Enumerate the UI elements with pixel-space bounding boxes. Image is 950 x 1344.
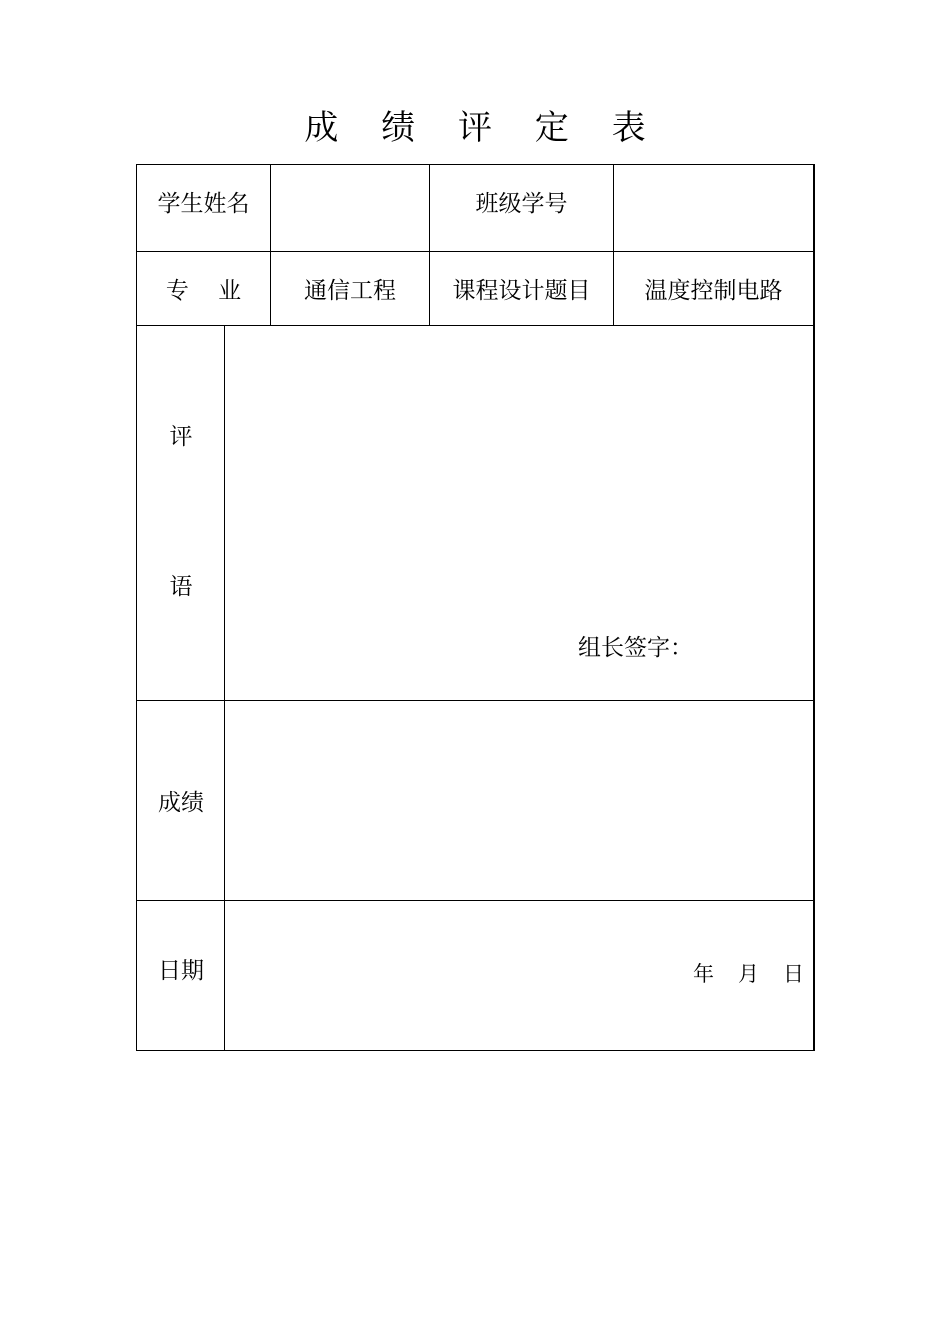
student-name-label: 学生姓名 xyxy=(157,190,250,217)
comments-label-char-2: 语 xyxy=(169,574,193,600)
grade-value[interactable] xyxy=(225,701,813,900)
grade-label: 成绩 xyxy=(158,790,204,816)
major-value: 通信工程 xyxy=(304,278,396,304)
rule-row2-bottom xyxy=(136,325,814,326)
date-label: 日期 xyxy=(158,958,204,984)
date-year: 年 xyxy=(693,962,714,986)
class-number-label: 班级学号 xyxy=(475,190,568,217)
comments-label-char-1: 评 xyxy=(169,424,193,450)
rule-right xyxy=(813,164,815,1051)
student-name-value[interactable] xyxy=(271,165,429,251)
rule-bottom xyxy=(136,1050,815,1051)
major-label: 专 业 xyxy=(165,278,242,304)
leader-signature-label: 组长签字： xyxy=(578,635,693,661)
page-title: 成 绩 评 定 表 xyxy=(304,108,662,148)
course-topic-label: 课程设计题目 xyxy=(452,278,591,304)
rule-grade-bottom xyxy=(136,900,814,901)
course-topic-value: 温度控制电路 xyxy=(644,278,783,304)
date-day: 日 xyxy=(783,962,804,986)
date-month: 月 xyxy=(738,962,759,986)
class-number-value[interactable] xyxy=(614,165,813,251)
